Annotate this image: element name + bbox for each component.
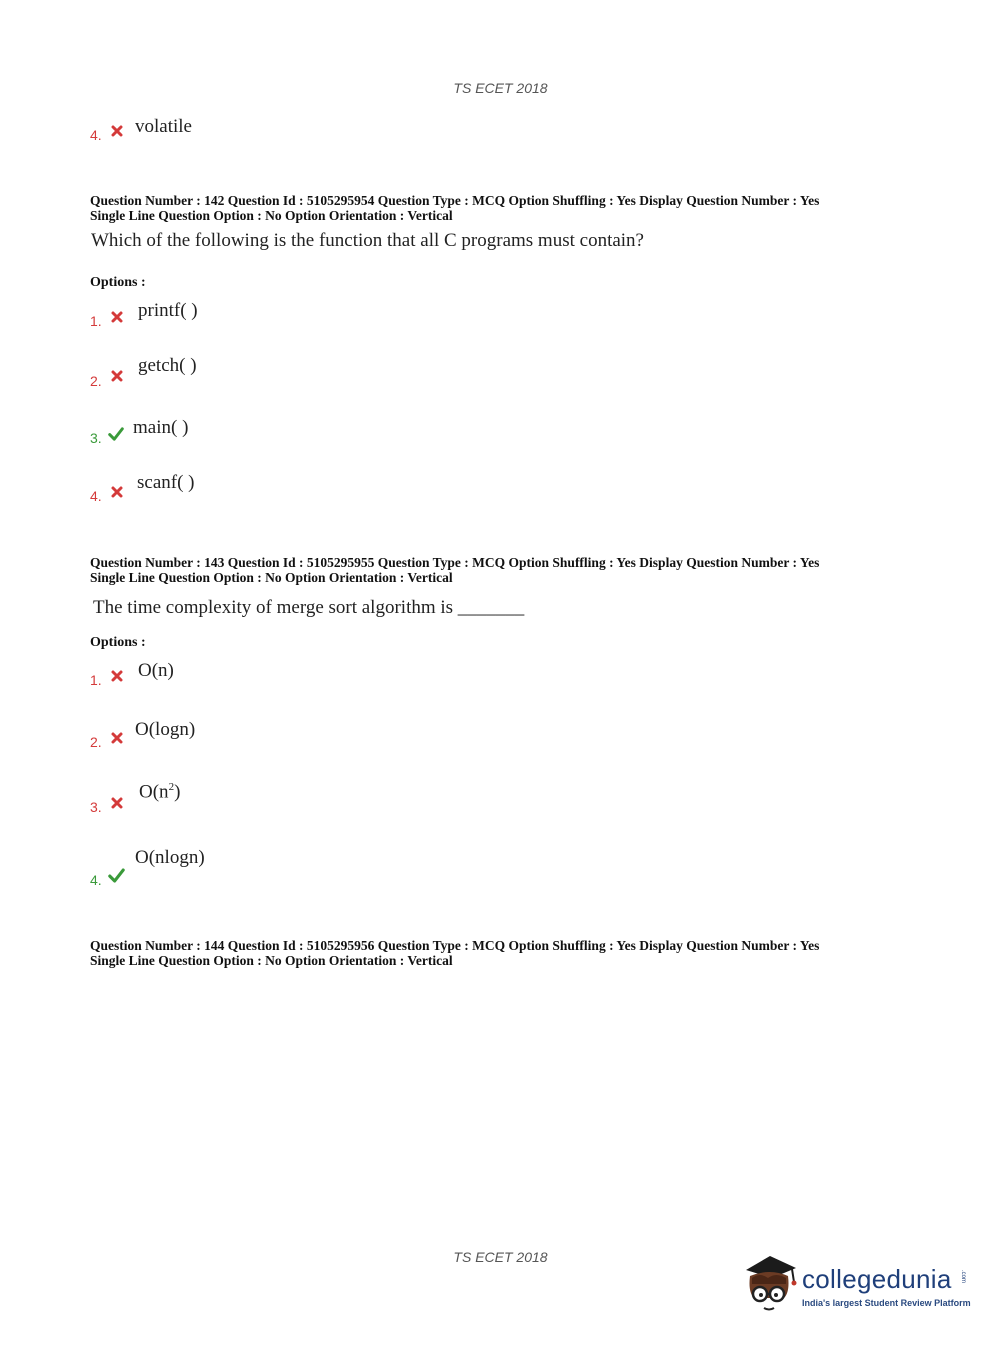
cross-icon <box>110 669 124 683</box>
option-text: $O(n^2)$ <box>139 781 181 803</box>
question-meta-line: Question Number : 142 Question Id : 5105295954 Question Type : MCQ Option Shuffling : Yes Display Question Number : Yes <box>90 193 820 208</box>
option-text: getch( ) <box>138 355 197 376</box>
check-icon <box>108 867 125 884</box>
cross-icon <box>110 796 124 810</box>
question-meta-line: Single Line Question Option : No Option Orientation : Vertical <box>90 953 453 968</box>
question-text: Which of the following is the function that all C programs must contain? <box>91 230 644 251</box>
option-number: 1. <box>90 313 102 329</box>
option-text: main( ) <box>133 417 189 438</box>
question-meta-line: Question Number : 144 Question Id : 5105295956 Question Type : MCQ Option Shuffling : Yes Display Question Number : Yes <box>90 938 820 953</box>
option-number: 3. <box>90 799 102 815</box>
question-meta-line: Single Line Question Option : No Option Orientation : Vertical <box>90 208 453 223</box>
option-number: 2. <box>90 373 102 389</box>
cross-icon <box>110 731 124 745</box>
collegedunia-logo <box>740 1248 970 1318</box>
page-footer: TS ECET 2018 <box>453 1249 548 1265</box>
logo-tagline: India's largest Student Review Platform <box>802 1298 971 1308</box>
page-header: TS ECET 2018 <box>453 80 548 96</box>
question-text: The time complexity of merge sort algorithm is _______ <box>93 597 525 618</box>
option-number: 4. <box>90 127 102 143</box>
option-number: 2. <box>90 734 102 750</box>
check-icon <box>108 426 124 442</box>
cross-icon <box>110 310 124 324</box>
logo-suffix: .com <box>960 1270 966 1284</box>
option-text: O(n) <box>138 660 174 681</box>
option-number: 4. <box>90 872 102 888</box>
logo-wordmark: collegedunia <box>802 1264 952 1294</box>
option-text: printf( ) <box>138 300 198 321</box>
option-number: 1. <box>90 672 102 688</box>
cross-icon <box>110 124 124 138</box>
option-text: scanf( ) <box>137 472 195 493</box>
options-label: Options : <box>90 635 146 650</box>
option-text: volatile <box>135 116 192 137</box>
option-number: 3. <box>90 430 102 446</box>
mascot-icon <box>740 1248 800 1318</box>
question-meta-line: Single Line Question Option : No Option Orientation : Vertical <box>90 570 453 585</box>
options-label: Options : <box>90 275 146 290</box>
cross-icon <box>110 485 124 499</box>
option-number: 4. <box>90 488 102 504</box>
option-text: O(nlogn) <box>135 847 205 868</box>
question-meta-line: Question Number : 143 Question Id : 5105295955 Question Type : MCQ Option Shuffling : Yes Display Question Number : Yes <box>90 555 820 570</box>
option-text: O(logn) <box>135 719 196 740</box>
cross-icon <box>110 369 124 383</box>
